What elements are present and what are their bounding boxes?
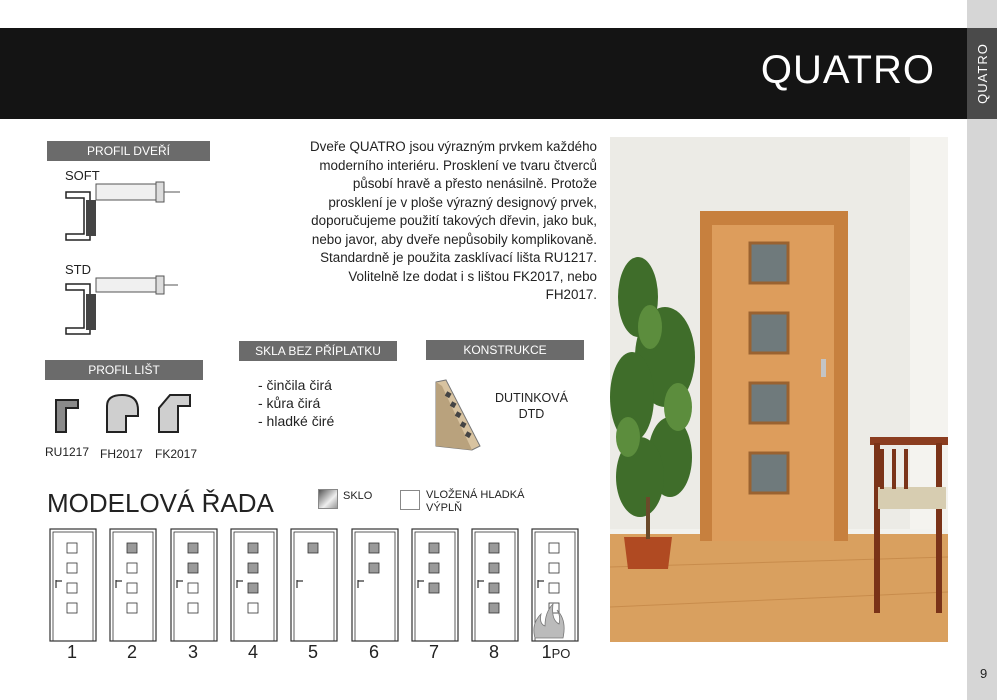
door-model-2	[109, 528, 163, 644]
door-model-label: 8	[488, 642, 499, 662]
door-model-9	[531, 528, 585, 644]
profile-doors-heading: PROFIL DVEŘÍ	[47, 141, 210, 161]
profile-std-drawing	[60, 272, 185, 340]
glass-pane	[127, 543, 137, 553]
glass-heading: SKLA BEZ PŘÍPLATKU	[239, 341, 397, 361]
strip-fk2017-label: FK2017	[155, 447, 198, 461]
profile-strips-heading: PROFIL LIŠT	[45, 360, 203, 380]
filler-pane	[67, 543, 77, 553]
glass-pane	[248, 563, 258, 573]
glass-pane	[489, 603, 499, 613]
model-range-heading: MODELOVÁ ŘADA	[47, 488, 274, 518]
door-model-label: 2	[126, 642, 137, 662]
door-model-4	[230, 528, 284, 644]
filler-legend-label: VLOŽENÁ HLADKÁ VÝPLŇ	[426, 489, 525, 514]
filler-pane	[188, 603, 198, 613]
glass-pane	[369, 563, 379, 573]
door-model-label: 1	[66, 642, 77, 662]
glass-pane	[248, 583, 258, 593]
sidebar-tab-label: QUATRO	[974, 43, 990, 104]
filler-pane	[67, 603, 77, 613]
glass-pane	[489, 543, 499, 553]
description-text: Dveře QUATRO jsou výrazným prvkem každého moderního interiéru. Prosklení ve tvaru čtverců působí hravě a přesto nenásilně. Protože prosklení je v ploše výrazný designový prvek, doporučujeme použití takových dřevin, jako buk, nebo javor, aby dveře nepůsobily komplikovaně. Standardně je použita zasklívací lišta RU1217. Volitelně lze dodat i s lištou FK2017, nebo FH2017.	[310, 139, 597, 302]
page-number: 9	[980, 666, 988, 681]
door-model-label: 4	[247, 642, 258, 662]
door-model-7	[411, 528, 465, 644]
door-model-label: 7	[428, 642, 439, 662]
construction-heading: KONSTRUKCE	[426, 340, 584, 360]
door-model-8	[471, 528, 525, 644]
glass-pane	[308, 543, 318, 553]
strip-fh2017-label: FH2017	[100, 447, 143, 461]
glass-pane	[429, 563, 439, 573]
profile-soft-drawing	[60, 180, 185, 250]
door-model-5	[290, 528, 344, 644]
door-model-label: 1PO	[541, 642, 571, 662]
door-model-6	[351, 528, 405, 644]
profile-std-label: STD	[65, 262, 91, 277]
strip-ru1217-label: RU1217	[45, 445, 90, 459]
glass-pane	[188, 563, 198, 573]
filler-pane	[127, 563, 137, 573]
glass-legend-label: SKLO	[343, 490, 373, 502]
page-title: QUATRO	[760, 48, 935, 92]
glass-pane	[248, 543, 258, 553]
filler-pane	[549, 563, 559, 573]
honeycomb-core-icon	[432, 376, 484, 454]
profile-soft-label: SOFT	[65, 168, 100, 183]
construction-label: DUTINKOVÁ DTD	[495, 391, 568, 421]
glass-list	[258, 376, 334, 430]
glass-pane	[188, 543, 198, 553]
filler-pane	[67, 563, 77, 573]
filler-pane	[549, 583, 559, 593]
strip-fh2017-icon	[104, 392, 142, 436]
strip-ru1217-icon	[52, 396, 82, 436]
door-model-label: 6	[368, 642, 379, 662]
door-model-label: 5	[307, 642, 318, 662]
filler-pane	[127, 603, 137, 613]
glass-item: - hladké čiré	[258, 413, 335, 429]
glass-legend-icon	[318, 489, 338, 509]
glass-pane	[369, 543, 379, 553]
filler-pane	[188, 583, 198, 593]
filler-pane	[127, 583, 137, 593]
glass-item: - kůra čirá	[258, 395, 321, 411]
filler-legend-icon	[400, 490, 420, 510]
glass-pane	[429, 543, 439, 553]
strip-fk2017-icon	[156, 392, 194, 436]
glass-pane	[489, 583, 499, 593]
filler-pane	[248, 603, 258, 613]
filler-pane	[549, 543, 559, 553]
glass-pane	[489, 563, 499, 573]
door-model-1	[49, 528, 103, 644]
filler-pane	[67, 583, 77, 593]
door-model-label: 3	[187, 642, 198, 662]
glass-item: - činčila čirá	[258, 377, 332, 393]
glass-pane	[429, 583, 439, 593]
door-photo	[610, 137, 948, 642]
door-model-3	[170, 528, 224, 644]
